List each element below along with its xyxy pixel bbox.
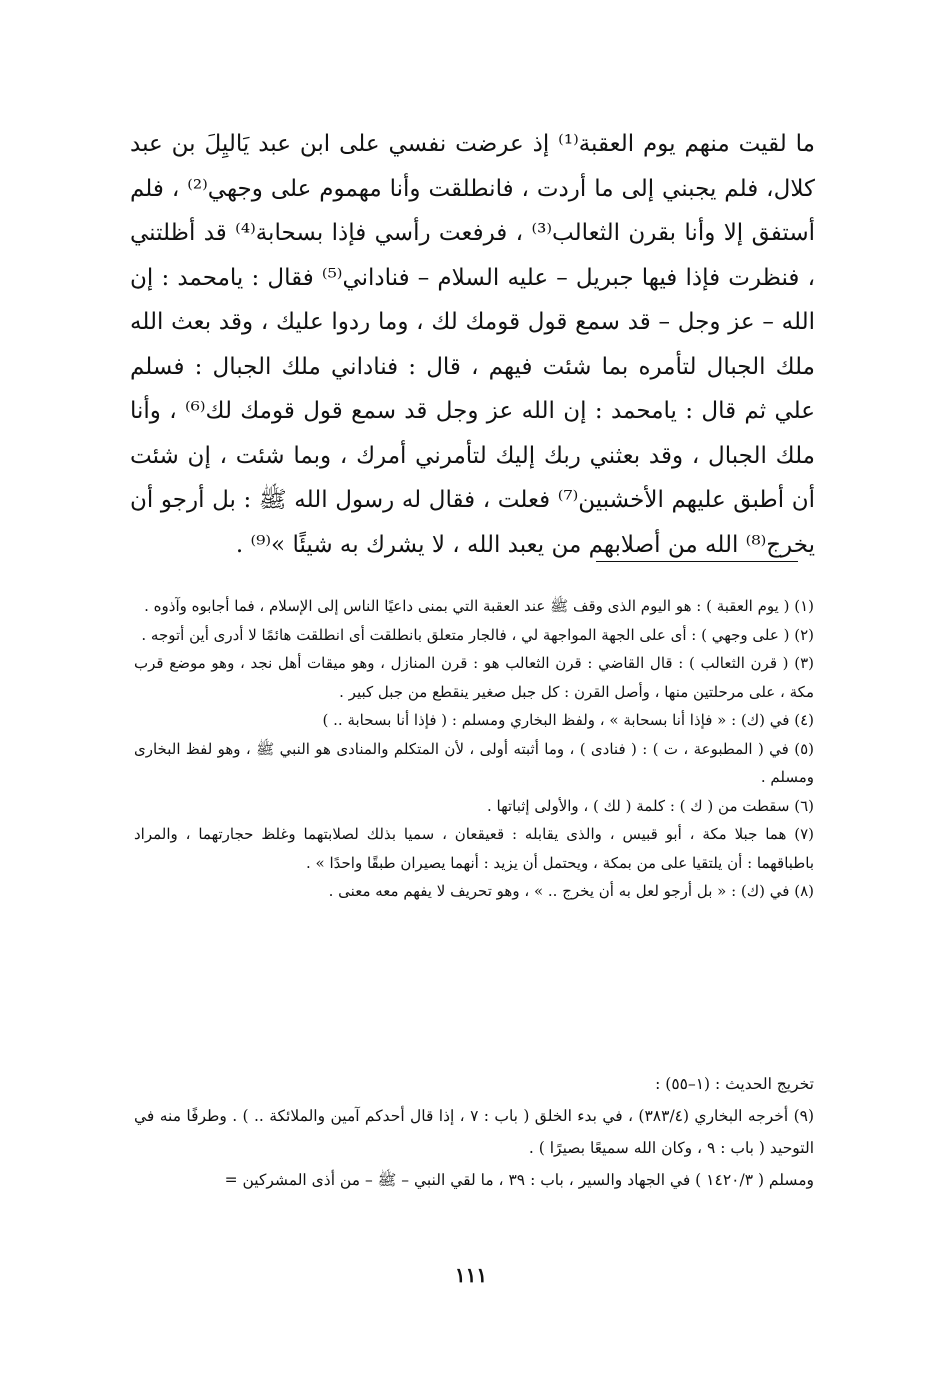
takhrij-heading: تخريج الحديث : (١–٥٥) : (655, 1075, 814, 1093)
takhrij-block (134, 1068, 814, 1196)
main-text-block (130, 122, 815, 567)
footnote-8: (٨) في (ك) : « بل أرجو لعل به أن يخرج .. » ، وهو تحريف لا يفهم معه معنى . (328, 882, 814, 900)
footnote-7: (٧) هما جبلا مكة ، أبو قبيس ، والذى يقابله : قعيقعان ، سميا بذلك لصلابتهما وغلظ حجارتهما ، والمراد باطباقهما : أن يلتقيا على من بمكة ، ويحتمل أن يزيد : أنهما يصيران طبقًا واحدًا » . (134, 825, 814, 872)
footnote-5: (٥) في ( المطبوعة ، ت ) : ( فنادى ) ، وما أثبته أولى ، لأن المتكلم والمنادى هو النبي ﷺ ، وهو لفظ البخارى ومسلم . (134, 739, 814, 786)
footnote-separator (596, 561, 798, 562)
hadith-paragraph: ما لقيت منهم يوم العقبة⁽¹⁾ إذ عرضت نفسي على ابن عبد يَاليِلَ بن عبد كلال، فلم يجبني إلى ما أردت ، فانطلقت وأنا مهموم على وجهي⁽²⁾ ، فلم أستفق إلا وأنا بقرن الثعالب⁽³⁾ ، فرفعت رأسي فإذا بسحابة⁽⁴⁾ قد أظلتني ، فنظرت فإذا فيها جبريل – عليه السلام – فناداني⁽⁵⁾ فقال : يامحمد : إن الله – عز وجل – قد سمع قول قومك لك ، وما ردوا عليك ، وقد بعث الله ملك الجبال لتأمره بما شئت فيهم ، قال : فناداني ملك الجبال : فسلم علي ثم قال : يامحمد : إن الله عز وجل قد سمع قول قومك لك⁽⁶⁾ ، وأنا ملك الجبال ، وقد بعثني ربك إليك لتأمرني أمرك ، وبما شئت ، إن شئت أن أطبق عليهم الأخشبين⁽⁷⁾ فعلت ، فقال له رسول الله ﷺ : بل أرجو أن يخرج⁽⁸⁾ الله من أصلابهم من يعبد الله ، لا يشرك به شيئًا »⁽⁹⁾ . (130, 131, 816, 558)
takhrij-line-1: (٩) أخرجه البخاري (٣٨٣/٤) ، في بدء الخلق ( باب : ٧ ، إذا قال أحدكم آمين والملائكة .. ) . وطرفًا منه في التوحيد ( باب : ٩ ، وكان الله سميعًا بصيرًا ) . (134, 1107, 815, 1157)
footnote-1: (١) ( يوم العقبة ) : هو اليوم الذى وقف ﷺ عند العقبة التي بمنى داعيًا الناس إلى الإسلام ، فما أجابوه وآذوه . (144, 597, 814, 615)
footnote-2: (٢) ( على وجهي ) : أى على الجهة المواجهة لي ، فالجار متعلق بانطلقت أى انطلقت هائمًا لا أدرى أين أتوجه . (141, 625, 814, 644)
page-number: ١١١ (454, 1263, 488, 1287)
footnote-6: (٦) سقطت من ( ك ) : كلمة ( لك ) ، والأولى إثباتها . (486, 796, 814, 815)
footnote-4: (٤) في (ك) : « فإذا أنا بسحابة » ، ولفظ البخاري ومسلم : ( فإذا أنا بسحابة .. ) (322, 711, 814, 729)
takhrij-line-2: ومسلم ( ١٤٢٠/٣ ) في الجهاد والسير ، باب : ٣٩ ، ما لقي النبي – ﷺ – من أذى المشركين = (224, 1171, 814, 1189)
footnote-3: (٣) ( قرن الثعالب ) : قال القاضي : قرن الثعالب هو : قرن المنازل ، وهو ميقات أهل نجد ، وهو موضع قرب مكة ، على مرحلتين منها ، وأصل القرن : كل جبل صغير ينقطع من جبل كبير . (134, 654, 814, 701)
footnotes-block (134, 592, 814, 906)
